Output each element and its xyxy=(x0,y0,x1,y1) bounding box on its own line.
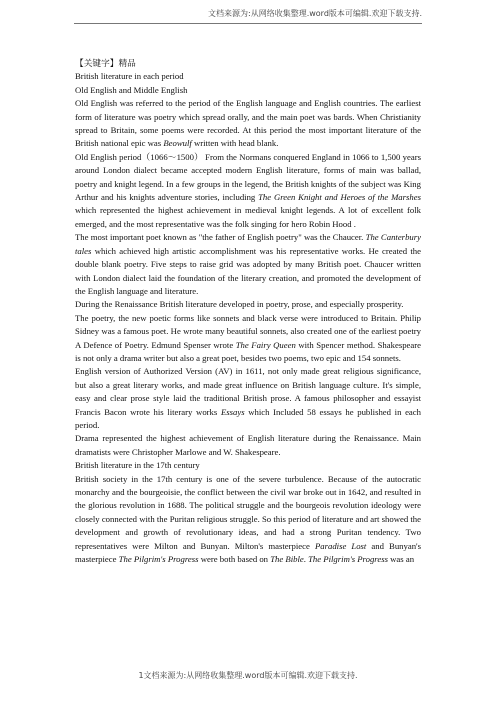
italic-title-beowulf: Beowulf xyxy=(163,138,192,149)
text-run: were both based on xyxy=(198,554,271,565)
text-run: The most important poet known as "the father of English poetry" was the Chaucer. xyxy=(75,232,366,243)
paragraph-poetry xyxy=(75,312,421,366)
text-run: The poetry, the new poetic forms like sonnets and black verse were introduced to Britain. Philip Sidney was a famous poet. He wrote many beautiful sonnets, also created one of the earliest poetry A Defence of Poetry. Edmund Spenser wrote xyxy=(75,312,421,350)
document-title: British literature in each period xyxy=(75,71,184,82)
paragraph-drama: Drama represented the highest achievement of English literature during the Renaissance. Main dramatists were Christopher Marlowe and W. Shakespeare. xyxy=(75,433,421,457)
italic-title-pilgrims-progress: The Pilgrim's Progress xyxy=(308,554,388,565)
italic-title-pilgrims-progress: The Pilgrim's Progress xyxy=(118,554,199,565)
italic-title-essays: Essays xyxy=(220,406,245,417)
italic-title-canterbury-tales: The Canterbury tales xyxy=(75,232,421,256)
italic-title-fairy-queen: The Fairy Queen xyxy=(235,339,296,350)
paragraph-bible xyxy=(75,365,421,432)
paragraph-old-english-period xyxy=(75,151,421,231)
header-divider xyxy=(74,23,422,24)
text-run: was an xyxy=(387,554,415,565)
italic-title-paradise-lost: Paradise Lost xyxy=(314,540,367,551)
paragraph-17th-century xyxy=(75,473,421,567)
text-run: which achieved high artistic accomplishment was his representative works. He created the double blank poetry. Five steps to raise grid was adopted by many British poet. Chaucer written with London dialect laid the foundation of the literary creation, and promoted the development of the English language and literature. xyxy=(75,245,421,296)
section-heading-17th-century: British literature in the 17th century xyxy=(75,460,200,471)
text-run: which Included 58 essays he published in each period. xyxy=(75,406,421,430)
paragraph-chaucer xyxy=(75,231,421,298)
paragraph-renaissance: During the Renaissance British literature developed in poetry, prose, and especially prosperity. xyxy=(75,299,404,310)
text-run: . xyxy=(303,554,309,565)
page-footer: 1文档来源为:从网络收集整理.word版本可编辑.欢迎下载支持. xyxy=(138,671,358,680)
text-run: which represented the highest achievement in medieval knight legends. A lot of excellent folk emerged, and the most representative was the folk singing for hero Robin Hood . xyxy=(75,205,421,229)
text-run: written with head blank. xyxy=(191,138,279,149)
text-run: British society in the 17th century is one of the severe turbulence. Because of the autocratic monarchy and the bourgeoisie, the conflict between the civil war broke out in 1642, and resulted in the glorious revolution in 1688. The political struggle and the bourgeois revolution ideology were closely connected with the Puritan religious struggle. So this period of literature and art showed the development and growth of revolutionary ideas, and had a strong Puritan tendency. Two representatives were Milton and Bunyan. Milton's masterpiece xyxy=(75,473,421,551)
text-run: with Spencer method. Shakespeare is not only a drama writer but also a great poet, besides two poems, two epic and 154 sonnets. xyxy=(75,339,421,363)
document-body xyxy=(75,57,421,566)
text-run: Old English was referred to the period of the English language and English countries. The earliest form of literature was poetry which spread orally, and the main poet was bards. When Christianity spread to Britain, some poems were recorded. At this period the most important literature of the British national epic was xyxy=(75,98,421,149)
section-heading-old-middle-english: Old English and Middle English xyxy=(75,84,188,95)
italic-title-bible: The Bible xyxy=(270,554,304,565)
keyword-line: 【关键字】精品 xyxy=(75,58,136,68)
page-header: 文档来源为:从网络收集整理.word版本可编辑.欢迎下载支持. xyxy=(208,9,422,18)
text-run: Old English period（1066～1500） From the Normans conquered England in 1066 to 1,500 years around London dialect became accepted modern English literature, forms of main was ballad, poetry and knight legend. In a few groups in the legend, the British knights of the subject was King Arthur and his knights adventure stories, including xyxy=(75,151,421,203)
text-run: English version of Authorized Version (AV) in 1611, not only made great religious significance, but also a great literary works, and made great influence on British language culture. It's simple, easy and clear prose style laid the traditional British prose. A famous philosopher and essayist Francis Bacon wrote his literary works xyxy=(75,366,421,417)
text-run: and Bunyan's masterpiece xyxy=(75,540,421,565)
paragraph-old-english xyxy=(75,97,421,151)
italic-title-green-knight: The Green Knight and Heroes of the Marshes xyxy=(258,192,421,203)
